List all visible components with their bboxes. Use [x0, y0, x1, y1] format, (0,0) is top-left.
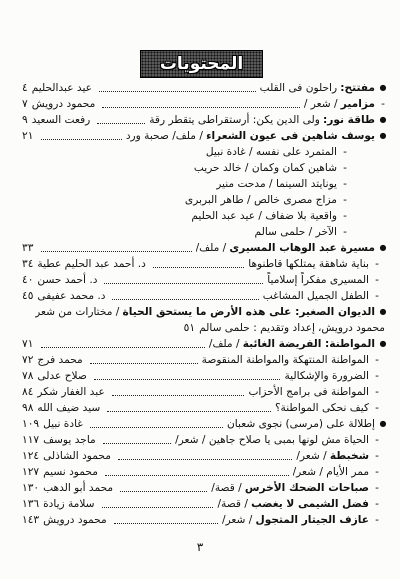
dot-leader — [114, 523, 218, 524]
dot-leader — [105, 475, 289, 476]
dash-icon: - — [375, 402, 379, 414]
dash-icon: - — [343, 210, 347, 222]
toc-section-entry — [22, 304, 388, 320]
dot-leader — [102, 107, 300, 108]
entry-page-number: ٣٤ — [22, 258, 34, 270]
entry-title-text: الآخر / حلمى سالم — [254, 226, 337, 238]
contents-banner — [140, 50, 263, 78]
dot-leader — [41, 347, 204, 348]
toc-contributor-entry — [22, 208, 388, 224]
toc-entry — [22, 272, 388, 288]
dash-icon: - — [375, 258, 379, 270]
toc-entry — [22, 432, 388, 448]
entry-title — [196, 240, 375, 256]
dot-leader — [153, 267, 244, 268]
contents-title: المحتويات — [159, 54, 244, 74]
entry-author: سلامة زيادة — [43, 498, 95, 510]
dot-leader — [112, 299, 258, 300]
entry-title-bold: المواطنة: الفريضة الغائبة — [242, 338, 375, 350]
dot-leader — [102, 507, 214, 508]
entry-title — [149, 112, 375, 128]
entry-title — [304, 96, 375, 112]
dash-icon: - — [375, 370, 379, 382]
entry-title-text: يونايتد السينما / مدحت منير — [216, 178, 337, 190]
dot-leader — [107, 411, 271, 412]
table-of-contents — [22, 80, 388, 528]
dot-leader — [120, 491, 207, 492]
dot-leader — [94, 379, 281, 380]
dash-icon: - — [375, 386, 379, 398]
entry-author: محمد أبو الدهب — [43, 482, 114, 494]
dash-icon: - — [343, 162, 347, 174]
toc-entry — [22, 288, 388, 304]
entry-title — [260, 80, 375, 96]
dash-icon: - — [343, 146, 347, 158]
dash-icon: - — [343, 178, 347, 190]
toc-section-entry — [22, 336, 388, 352]
toc-section-entry — [22, 128, 388, 144]
entry-page-number: ١٠٩ — [22, 418, 40, 430]
entry-title-text: بناية شاهقة يمتلكها قاطنوها — [248, 258, 369, 270]
dot-leader — [90, 427, 223, 428]
entry-page-number: ٧١ — [22, 338, 34, 350]
entry-page-number: ٢١ — [22, 130, 34, 142]
entry-title-text: واقعية بلا ضفاف / عيد عبد الحليم — [191, 210, 337, 222]
entry-title-text: مزاج مصرى خالص / طاهر البربرى — [184, 194, 337, 206]
entry-title — [211, 480, 369, 496]
entry-title-text: المواطنة المنتهكة والمواطنة المنقوصة — [201, 354, 369, 366]
entry-title — [296, 448, 369, 464]
toc-entry — [22, 496, 388, 512]
bullet-icon: ● — [379, 115, 387, 124]
entry-title-text: المواطنة فى برامج الأحزاب — [248, 386, 369, 398]
entry-title-text: / ملف/ صحبة ورد — [125, 130, 203, 142]
entry-page-number: ١١٧ — [22, 434, 40, 446]
entry-page-number: ٤ — [22, 82, 28, 94]
toc-entry — [22, 512, 388, 528]
bullet-icon: ● — [379, 339, 387, 348]
toc-contributor-entry — [22, 192, 388, 208]
entry-author: ماجد يوسف — [43, 434, 96, 446]
entry-title-text: ولى الدين يكن: أرستقراطى يتقطر رقة — [149, 114, 320, 126]
entry-title-bold: شخبطة — [329, 450, 369, 462]
entry-page-number: ١٣٦ — [22, 498, 40, 510]
entry-title — [126, 128, 375, 144]
toc-entry — [22, 352, 388, 368]
dash-icon: - — [375, 450, 379, 462]
toc-section-entry — [22, 112, 388, 128]
toc-section-entry — [22, 80, 388, 96]
dash-icon: - — [375, 482, 379, 494]
entry-title-text: / ملف/ — [208, 338, 240, 350]
entry-title-text: / قصة/ — [211, 482, 242, 494]
entry-page-number: ١٤٣ — [22, 514, 40, 526]
entry-page-number: ٧٢ — [22, 354, 34, 366]
toc-contributor-entry — [22, 160, 388, 176]
entry-page-number: ٧٨ — [22, 370, 34, 382]
toc-section-entry — [22, 240, 388, 256]
entry-title-text: / مختارات من شعر — [35, 306, 120, 318]
dash-icon: - — [375, 434, 379, 446]
entry-title-bold: الديوان الصغير: على هذه الأرض ما يستحق الحياة — [122, 306, 375, 318]
entry-title-text: إطلالة على (مرسى) نجوى شعبان — [227, 418, 375, 430]
toc-entry — [22, 480, 388, 496]
entry-author: سيد ضيف الله — [37, 402, 101, 414]
entry-title-text: كيف نحكى المواطنة؟ — [274, 402, 369, 414]
entry-author: عبد الغفار شكر — [37, 386, 105, 398]
toc-entry — [22, 464, 388, 480]
entry-page-number: ٤٠ — [22, 274, 34, 286]
entry-title-text: / شعر/ — [296, 450, 327, 462]
toc-section-entry — [22, 96, 388, 112]
entry-title-bold: مفتتح: — [340, 82, 375, 94]
dot-leader — [103, 443, 171, 444]
toc-entry-continuation — [22, 320, 388, 336]
entry-title-bold: مسيرة عبد الوهاب المسيرى — [229, 242, 375, 254]
toc-entry — [22, 384, 388, 400]
entry-title — [222, 512, 369, 528]
entry-title-text: المسيرى مفكراً إسلامياً — [267, 274, 369, 286]
toc-contributor-entry — [22, 144, 388, 160]
entry-page-number: ٩ — [22, 114, 28, 126]
entry-author: محمود درويش — [43, 514, 107, 526]
entry-page-number: ٥١ — [183, 322, 196, 334]
dot-leader — [41, 139, 121, 140]
entry-page-number: ١٢٤ — [22, 450, 40, 462]
dash-icon: - — [343, 194, 347, 206]
toc-entry — [22, 368, 388, 384]
entry-title-bold: مزامير — [340, 98, 375, 110]
toc-section-entry — [22, 416, 388, 432]
entry-title-text: / شعر / — [303, 98, 338, 110]
entry-title — [35, 304, 375, 320]
entry-title — [209, 336, 375, 352]
dash-icon: - — [375, 290, 379, 302]
entry-author: عيد عبدالحليم — [31, 82, 92, 94]
entry-author: د. أحمد عبد الحليم عطية — [37, 258, 146, 270]
entry-title-text: ممر الأيام / شعر/ — [292, 466, 369, 478]
dash-icon: - — [375, 498, 379, 510]
entry-title-bold: يوسف شاهين فى عيون الشعراء — [206, 130, 375, 142]
entry-author: رفعت السعيد — [31, 114, 91, 126]
entry-page-number: ٨٤ — [22, 386, 34, 398]
dot-leader — [104, 283, 263, 284]
toc-contributor-entry — [22, 224, 388, 240]
dash-icon: - — [381, 98, 385, 110]
entry-page-number: ٧ — [22, 98, 28, 110]
bullet-icon: ● — [379, 131, 387, 140]
dash-icon: - — [343, 226, 347, 238]
dot-leader — [41, 251, 191, 252]
toc-entry — [22, 448, 388, 464]
entry-page-number: ٤٥ — [22, 290, 34, 302]
entry-title-bold: طاقة نور: — [323, 114, 375, 126]
entry-title-bold: صباحات الضحك الأخرس — [244, 482, 369, 494]
entry-title-bold: عازف الجيتار المتجول — [255, 514, 369, 526]
entry-author: محمود الشاذلى — [43, 450, 111, 462]
dot-leader — [99, 91, 256, 92]
dash-icon: - — [375, 354, 379, 366]
bullet-icon: ● — [379, 243, 387, 252]
entry-page-number: ٩٨ — [22, 402, 34, 414]
entry-author: إعداد وتقديم : حلمى سالم — [199, 322, 315, 334]
entry-author: د. أحمد حسن — [37, 274, 98, 286]
entry-title-text: راحلون فى القلب — [259, 82, 338, 94]
entry-author: غادة نبيل — [43, 418, 83, 430]
entry-author: محمود نسيم — [43, 466, 98, 478]
entry-page-number: ٣٣ — [22, 242, 34, 254]
entry-title-text: شاهين كمان وكمان / خالد حريب — [193, 162, 337, 174]
entry-title-text: الطفل الجميل المشاغب — [262, 290, 369, 302]
bullet-icon: ● — [379, 307, 387, 316]
entry-title-bold: فضل الشيمى لا يغضب — [251, 498, 369, 510]
entry-title-text: محمود درويش، — [317, 322, 385, 334]
dot-leader — [112, 395, 245, 396]
page-number: ٣ — [196, 540, 204, 554]
dash-icon: - — [375, 466, 379, 478]
entry-title-text: / شعر/ — [222, 514, 253, 526]
entry-author: محمد فرج — [37, 354, 83, 366]
entry-author: صلاح عدلى — [37, 370, 87, 382]
toc-entry — [22, 400, 388, 416]
entry-title-text: الحياة مش لونها بمبى يا صلاح جاهين / شعر/ — [175, 434, 369, 446]
toc-entry — [22, 256, 388, 272]
entry-title-text: / ملف/ — [195, 242, 227, 254]
bullet-icon: ● — [379, 83, 387, 92]
dash-icon: - — [375, 274, 379, 286]
entry-author: محمود درويش — [31, 98, 96, 110]
entry-page-number: ١٣٠ — [22, 482, 40, 494]
toc-contributor-entry — [22, 176, 388, 192]
entry-title-text: المتمرد على نفسه / غادة نبيل — [205, 146, 337, 158]
entry-title-text: / قصة/ — [217, 498, 248, 510]
bullet-icon: ● — [379, 419, 387, 428]
dot-leader — [97, 123, 145, 124]
entry-author: د. محمد عفيفى — [37, 290, 106, 302]
dot-leader — [118, 459, 292, 460]
entry-title-text: الضرورة والإشكالية — [284, 370, 369, 382]
entry-title — [217, 496, 369, 512]
dot-leader — [90, 363, 198, 364]
entry-page-number: ١٢٧ — [22, 466, 40, 478]
dash-icon: - — [375, 514, 379, 526]
